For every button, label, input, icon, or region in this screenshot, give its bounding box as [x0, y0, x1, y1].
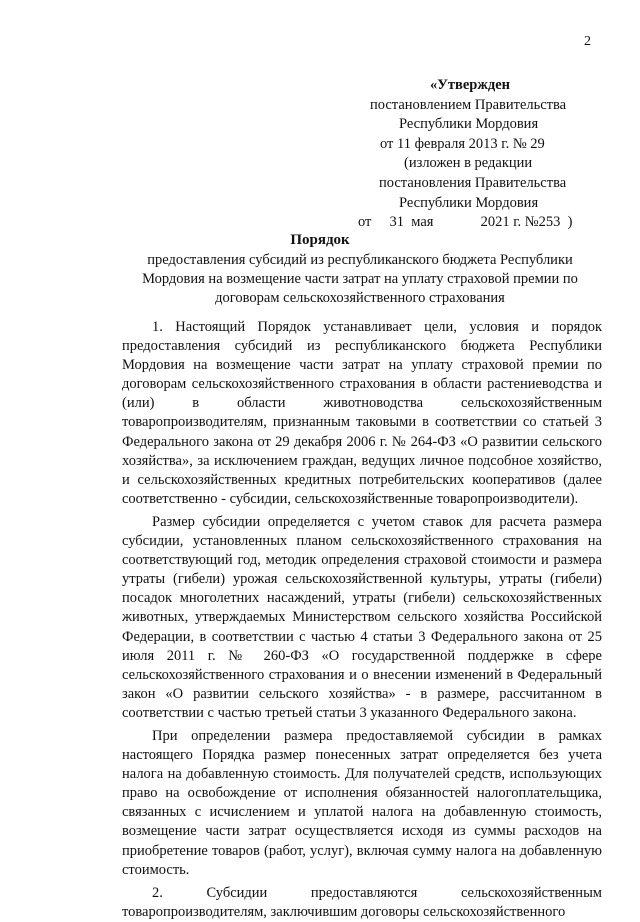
approval-stamp	[340, 76, 620, 233]
approval-heading: «Утвержден	[430, 77, 510, 93]
approval-line: Республики Мордовия	[399, 194, 539, 211]
paragraph: При определении размера предоставляемой субсидии в рамках настоящего Порядка размер понесенных затрат определяется без учета налога на добавленную стоимость. Для получателей средств, использующих право на освобождение от исполнения обязанностей налогоплательщика, связанных с исчислением и уплатой налога на добавленную стоимость, возмещение части затрат осуществляется исходя из суммы расходов на приобретение товаров (работ, услуг), включая сумму налога на добавленную стоимость.	[122, 727, 602, 878]
approval-line: постановления Правительства	[379, 174, 567, 191]
document-body	[122, 318, 602, 922]
approval-line: Республики Мордовия	[399, 116, 539, 133]
approval-line: (изложен в редакции	[404, 155, 533, 172]
paragraph: 1. Настоящий Порядок устанавливает цели, условия и порядок предоставления субсидий из республиканского бюджета Республики Мордовия на возмещение части затрат на уплату страховой премии по договорам сельскохозяйственного страхования в области растениеводства и (или) в области животноводства сельскохозяйственным товаропроизводителям, признанным таковыми в соответствии со статьей 3 Федерального закона от 29 декабря 2006 г. № 264-ФЗ «О развитии сельского хозяйства», за исключением граждан, ведущих личное подсобное хозяйство, и сельскохозяйственных кредитных потребительских кооперативов (далее соответственно - субсидии, сельскохозяйственные товаропроизводители).	[122, 319, 602, 507]
document-title: Порядок	[290, 232, 350, 248]
page-number: 2	[584, 34, 591, 49]
approval-line: от 11 февраля 2013 г. № 29	[380, 135, 545, 152]
paragraph: 2. Субсидии предоставляются сельскохозяйственным товаропроизводителям, заключившим договоры сельскохозяйственного	[122, 884, 602, 920]
paragraph: Размер субсидии определяется с учетом ставок для расчета размера субсидии, установленных планом сельскохозяйственного страхования на соответствующий год, методик определения страховой стоимости и размера утраты (гибели) урожая сельскохозяйственной культуры, утраты (гибели) посадок многолетних насаждений, утраты (гибели) сельскохозяйственных животных, утверждаемых Министерством сельского хозяйства Российской Федерации, в соответствии с частью 4 статьи 3 Федерального закона от 25 июля 2011 г. № 260-ФЗ «О государственной поддержке в сфере сельскохозяйственного страхования и о внесении изменений в Федеральный закон «О развитии сельского хозяйства» - в размере, рассчитанном в соответствии с частью третьей статьи 3 указанного Федерального закона.	[122, 513, 602, 721]
document-subtitle: предоставления субсидий из республиканского бюджета Республики Мордовия на возмещение части затрат на уплату страховой премии по договорам сельскохозяйственного страхования	[142, 252, 578, 306]
approval-date-line: от 31 мая 2021 г. №253 )	[358, 214, 573, 231]
approval-line: постановлением Правительства	[370, 96, 567, 113]
